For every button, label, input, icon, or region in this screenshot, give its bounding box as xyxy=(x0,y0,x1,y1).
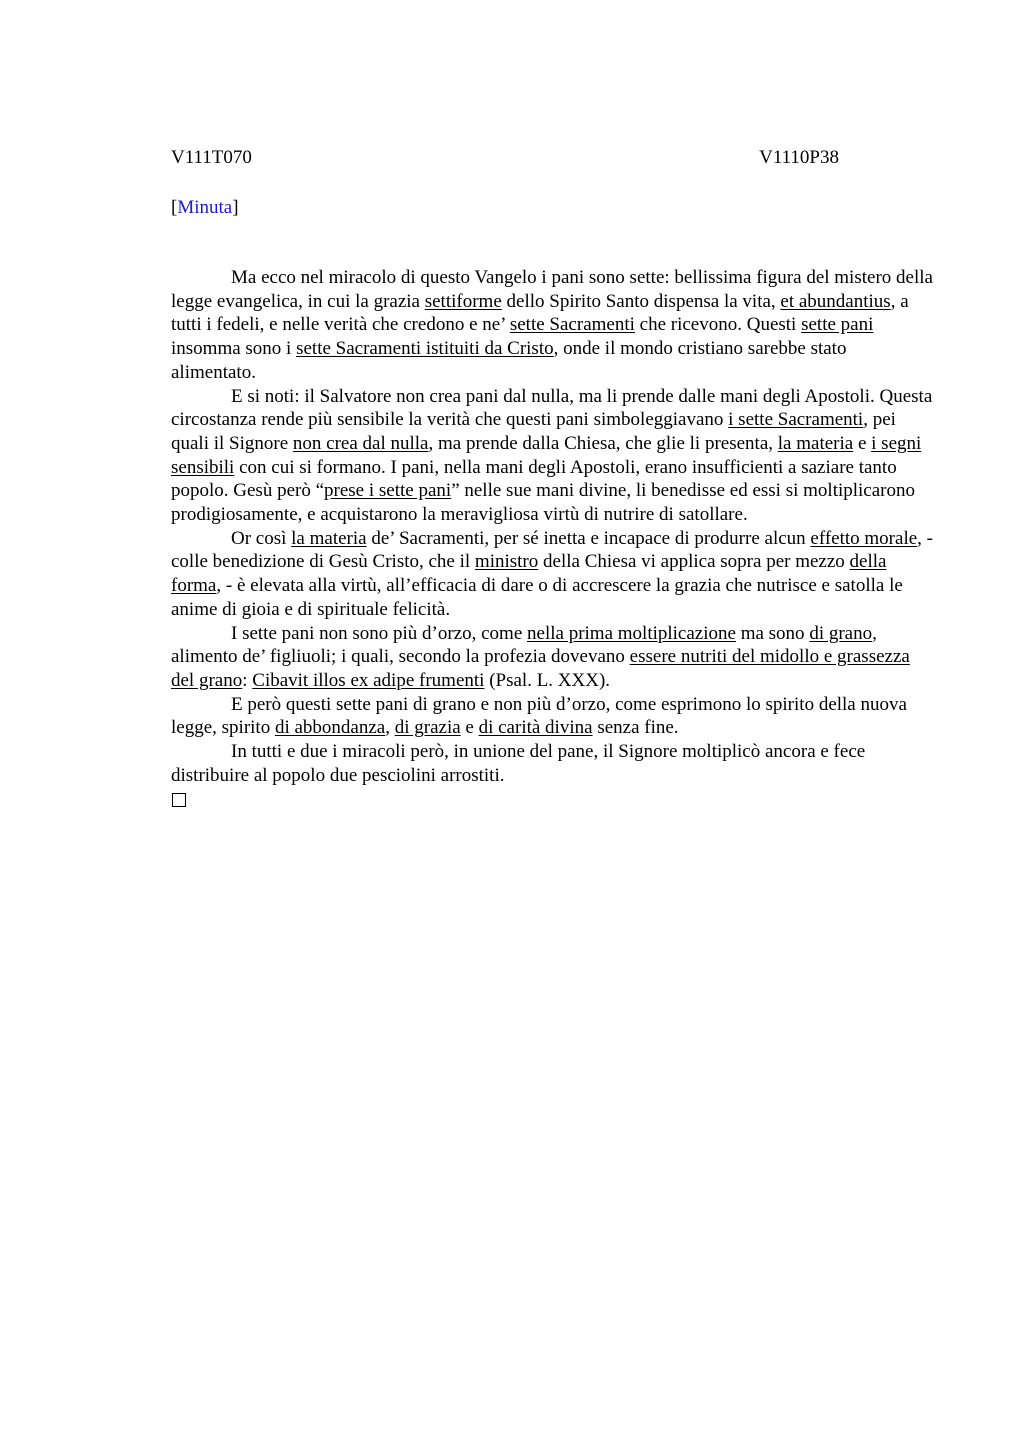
text-run: , onde il mondo cristiano sarebbe stato alimentato. xyxy=(171,338,847,383)
underlined-phrase: di abbondanza xyxy=(274,717,386,739)
document-code-right: V1110P38 xyxy=(759,147,839,168)
text-run: e xyxy=(460,717,479,739)
underlined-phrase: sette Sacramenti xyxy=(509,314,635,336)
underlined-phrase: essere nutriti del midollo e grassezza del grano xyxy=(171,646,910,691)
text-run: I sette pani non sono più d’orzo, come xyxy=(231,622,528,644)
text-run: E si noti: il Salvatore non crea pani dal nulla, ma li prende dalle mani degli Apostoli. Questa circostanza rende più sensibile la verità che questi pani simboleggiavano xyxy=(171,385,933,431)
underlined-phrase: et abundantius xyxy=(780,290,891,312)
underlined-phrase: ministro xyxy=(474,551,539,573)
underlined-phrase: i sette Sacramenti xyxy=(728,409,864,431)
text-run: : xyxy=(242,669,253,691)
empty-square-icon xyxy=(172,793,186,807)
text-run: insomma sono i xyxy=(171,338,297,360)
minuta-close-bracket: ] xyxy=(232,197,239,218)
text-run: , a tutti i fedeli, e nelle verità che credono e ne’ xyxy=(171,290,909,336)
text-run: e xyxy=(853,432,872,454)
text-run: dello Spirito Santo dispensa la vita, xyxy=(501,290,781,312)
underlined-phrase: settiforme xyxy=(424,290,502,312)
underlined-phrase: sette pani xyxy=(801,314,874,336)
underlined-phrase: di carità divina xyxy=(478,717,593,739)
underlined-phrase: non crea dal nulla xyxy=(292,432,429,454)
text-run: con cui si formano. I pani, nella mani degli Apostoli, erano insufficienti a saziare tanto popolo. Gesù però “ xyxy=(171,456,897,502)
text-run: , pei quali il Signore xyxy=(171,409,896,454)
text-run: , ma prende dalla Chiesa, che glie li presenta, xyxy=(428,432,778,454)
paragraph xyxy=(171,622,933,693)
underlined-phrase: la materia xyxy=(291,527,367,549)
paragraph xyxy=(171,527,933,622)
minuta-open-bracket: [ xyxy=(171,197,178,218)
paragraph xyxy=(171,385,933,527)
text-run: , - è elevata alla virtù, all’efficacia di dare o di accrescere la grazia che nutrisce e satolla le anime di gioia e di spirituale felicità. xyxy=(171,575,903,620)
underlined-phrase: nella prima moltiplicazione xyxy=(527,622,736,644)
document-body xyxy=(171,266,933,807)
underlined-phrase: i segni sensibili xyxy=(171,432,922,478)
text-run: (Psal. L. XXX). xyxy=(484,669,611,691)
paragraph-list xyxy=(171,266,933,787)
underlined-phrase: sette Sacramenti istituiti da Cristo xyxy=(296,338,554,360)
text-run: Ma ecco nel miracolo di questo Vangelo i pani sono sette: bellissima figura del mistero della legge evangelica, in cui la grazia xyxy=(171,267,933,312)
paragraph xyxy=(171,693,933,740)
text-run: ” nelle sue mani divine, li benedisse ed essi si moltiplicarono prodigiosamente, e acquistarono la meravigliosa virtù di nutrire di satollare. xyxy=(171,480,915,526)
text-run: della Chiesa vi applica sopra per mezzo xyxy=(538,551,850,573)
underlined-phrase: prese i sette pani xyxy=(324,480,452,502)
text-run: E però questi sette pani di grano e non più d’orzo, come esprimono lo spirito della nuova legge, spirito xyxy=(171,693,907,739)
minuta-label xyxy=(171,196,239,220)
minuta-link[interactable]: Minuta xyxy=(177,197,233,218)
paragraph xyxy=(171,266,933,385)
document-code-left: V111T070 xyxy=(171,147,252,168)
underlined-phrase: Cibavit illos ex adipe frumenti xyxy=(252,669,485,691)
text-run: senza fine. xyxy=(592,717,679,739)
underlined-phrase: della forma xyxy=(171,551,887,597)
text-run: che ricevono. Questi xyxy=(634,314,802,336)
underlined-phrase: di grazia xyxy=(394,717,461,739)
document-header xyxy=(171,146,839,170)
underlined-phrase: effetto morale xyxy=(810,527,918,549)
text-run: , alimento de’ figliuoli; i quali, secondo la profezia dovevano xyxy=(171,622,877,668)
paragraph xyxy=(171,740,933,787)
underlined-phrase: di grano xyxy=(809,622,873,644)
text-run: ma sono xyxy=(735,622,810,644)
text-run: In tutti e due i miracoli però, in unione del pane, il Signore moltiplicò ancora e fece distribuire al popolo due pesciolini arrostiti. xyxy=(171,741,866,786)
underlined-phrase: la materia xyxy=(777,432,854,454)
text-run: , xyxy=(385,717,395,739)
text-run: , - colle benedizione di Gesù Cristo, che il xyxy=(171,527,933,573)
text-run: de’ Sacramenti, per sé inetta e incapace di produrre alcun xyxy=(366,527,811,549)
text-run: Or così xyxy=(231,527,292,549)
